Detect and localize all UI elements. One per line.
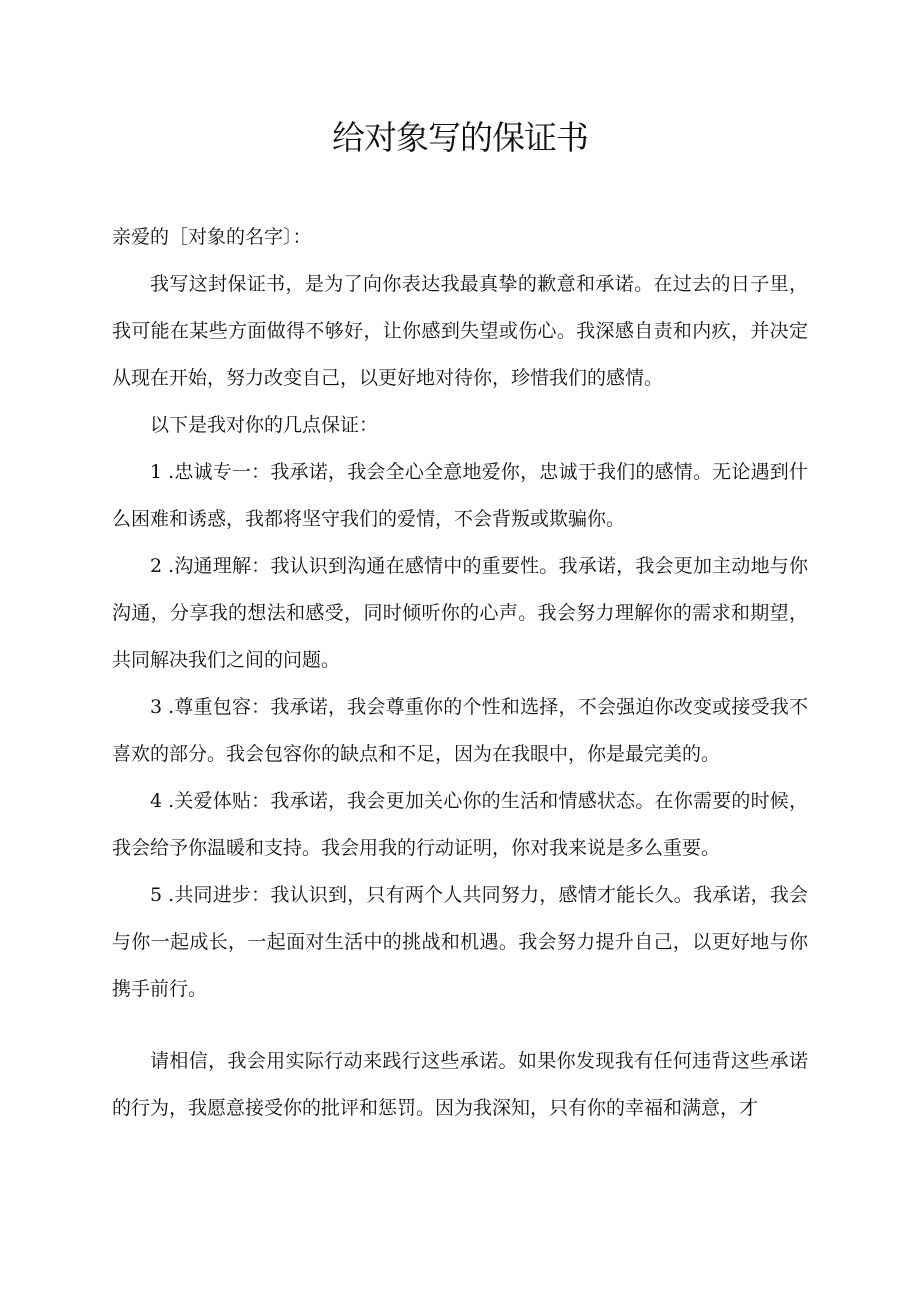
promise-text: .尊重包容：我承诺，我会尊重你的个性和选择，不会强迫你改变或接受我不喜欢的部分。我会包容你的缺点和不足，因为在我眼中，你是最完美的。 [112,696,808,765]
promise-item-5 [112,872,808,1013]
promise-number: 2 [150,555,163,577]
promise-number: 4 [150,790,163,812]
promise-text: .忠诚专一：我承诺，我会全心全意地爱你，忠诚于我们的感情。无论遇到什么困难和诱惑，我都将坚守我们的爱情，不会背叛或欺骗你。 [112,461,808,530]
promise-text: .共同进步：我认识到，只有两个人共同努力，感情才能长久。我承诺，我会与你一起成长，一起面对生活中的挑战和机遇。我会努力提升自己，以更好地与你携手前行。 [112,884,808,1000]
promise-item-1 [112,449,808,543]
document-body [112,214,808,1132]
salutation: 亲爱的［对象的名字〕： [112,226,312,248]
promise-number: 5 [150,884,163,906]
document-title: 给对象写的保证书 [332,118,588,157]
promise-text: .沟通理解：我认识到沟通在感情中的重要性。我承诺，我会更加主动地与你沟通，分享我的想法和感受，同时倾听你的心声。我会努力理解你的需求和期望，共同解决我们之间的问题。 [112,555,808,671]
intro-paragraph: 我写这封保证书，是为了向你表达我最真挚的歉意和承诺。在过去的日子里，我可能在某些方面做得不够好，让你感到失望或伤心。我深感自责和内疚，并决定从现在开始，努力改变自己，以更好地对待你，珍惜我们的感情。 [112,273,808,389]
promise-item-2 [112,543,808,684]
closing-paragraph: 请相信，我会用实际行动来践行这些承诺。如果你发现我有任何违背这些承诺的行为，我愿意接受你的批评和惩罚。因为我深知，只有你的幸福和满意，才 [112,1050,808,1119]
promise-text: .关爱体贴：我承诺，我会更加关心你的生活和情感状态。在你需要的时候，我会给予你温暖和支持。我会用我的行动证明，你对我来说是多么重要。 [112,790,808,859]
promise-item-4 [112,778,808,872]
promise-number: 3 [150,696,163,718]
promise-item-3 [112,684,808,778]
promise-number: 1 [150,461,163,483]
promises-lead: 以下是我对你的几点保证： [150,414,379,436]
